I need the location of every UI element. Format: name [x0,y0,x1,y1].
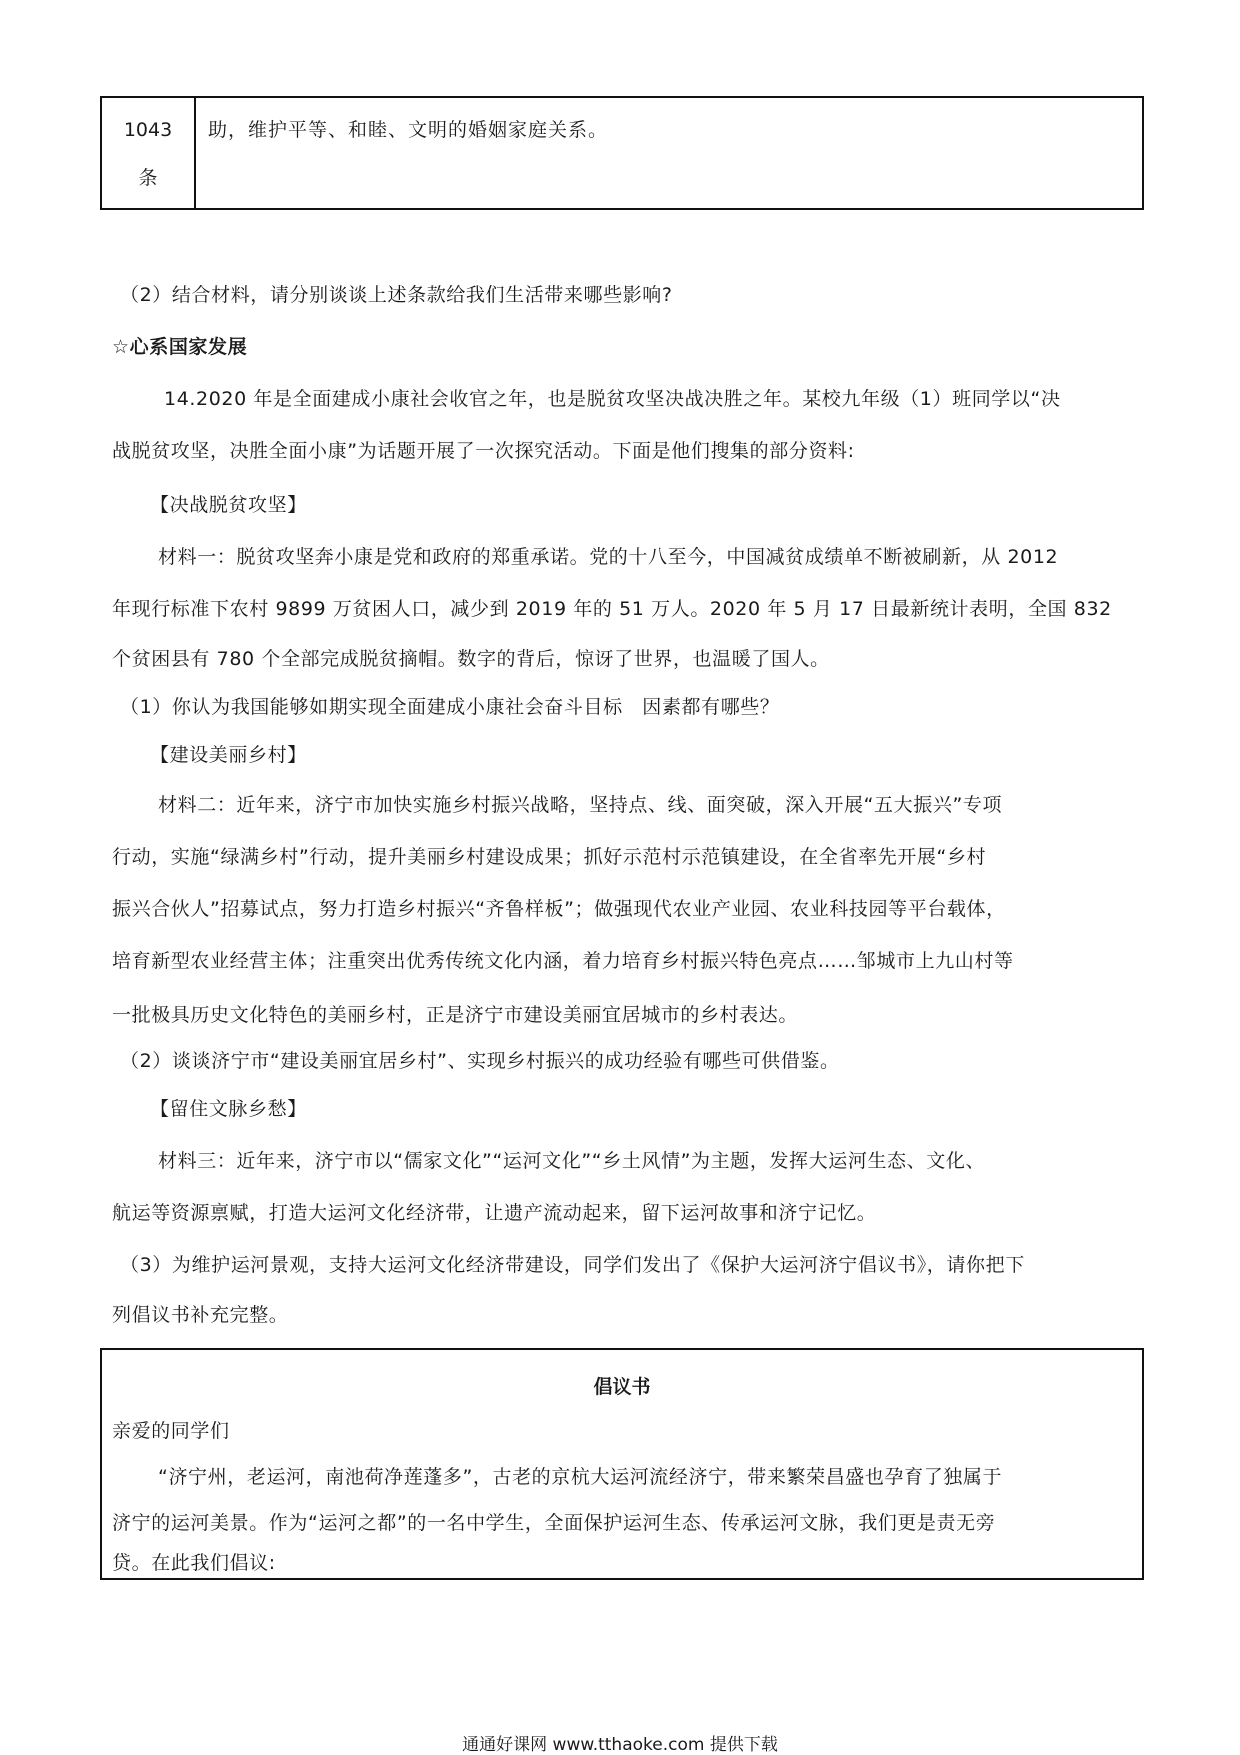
heading-rural: 【建设美丽乡村】 [150,744,307,766]
question-3-line2: 列倡议书补充完整。 [112,1304,289,1326]
heading-culture: 【留住文脉乡愁】 [150,1098,307,1120]
material2-line4: 培育新型农业经营主体；注重突出优秀传统文化内涵，着力培育乡村振兴特色亮点……邹城市上九山村等 [112,950,1014,972]
law-article-text: 助，维护平等、和睦、文明的婚姻家庭关系。 [208,119,609,141]
q14-intro-line2: 战脱贫攻坚，决胜全面小康”为话题开展了一次探究活动。下面是他们搜集的部分资料: [112,440,855,462]
footer: 通通好课网 www.tthaoke.com 提供下载 [462,1735,778,1755]
law-article-number-line2: 条 [138,167,158,189]
material2-line3: 振兴合伙人”招募试点，努力打造乡村振兴“齐鲁样板”；做强现代农业产业园、农业科技园等平台载体， [112,898,1006,920]
question-3-line1: （3）为维护运河景观，支持大运河文化经济带建设，同学们发出了《保护大运河济宁倡议书》，请你把下 [120,1254,1025,1276]
proposal-box [100,1348,1144,1580]
q14-intro-line1: 14.2020 年是全面建成小康社会收官之年，也是脱贫攻坚决战决胜之年。某校九年级（1）班同学以“决 [164,388,1061,410]
material3-line1: 材料三：近年来，济宁市以“儒家文化”“运河文化”“乡土风情”为主题，发挥大运河生态、文化、 [158,1150,986,1172]
law-table [100,96,1144,210]
question-1: （1）你认为我国能够如期实现全面建成小康社会奋斗目标 因素都有哪些？ [120,696,780,718]
material2-line2: 行动，实施“绿满乡村”行动，提升美丽乡村建设成果；抓好示范村示范镇建设，在全省率先开展“乡村 [112,846,987,868]
material2-line5: 一批极具历史文化特色的美丽乡村，正是济宁市建设美丽宜居城市的乡村表达。 [112,1004,799,1026]
proposal-greeting: 亲爱的同学们 [112,1420,230,1442]
heading-poverty: 【决战脱贫攻坚】 [150,494,307,516]
material1-line3: 个贫困县有 780 个全部完成脱贫摘帽。数字的背后，惊讶了世界，也温暖了国人。 [112,648,830,670]
question-2-prev: （2）结合材料，请分别谈谈上述条款给我们生活带来哪些影响? [120,284,673,306]
material3-line2: 航运等资源禀赋，打造大运河文化经济带，让遗产流动起来，留下运河故事和济宁记忆。 [112,1202,877,1224]
material1-line1: 材料一：脱贫攻坚奔小康是党和政府的郑重承诺。党的十八至今，中国减贫成绩单不断被刷新，从 2012 [158,546,1059,568]
section-title: ☆心系国家发展 [112,336,248,358]
law-article-number [102,98,196,208]
proposal-line1: “济宁州，老运河，南池荷净莲蓬多”，古老的京杭大运河流经济宁，带来繁荣昌盛也孕育了独属于 [158,1466,1003,1488]
material2-line1: 材料二：近年来，济宁市加快实施乡村振兴战略，坚持点、线、面突破，深入开展“五大振兴”专项 [158,794,1003,816]
law-article-number-line1: 1043 [123,119,173,141]
material1-line2: 年现行标准下农村 9899 万贫困人口，减少到 2019 年的 51 万人。2020 年 5 月 17 日最新统计表明，全国 832 [112,598,1112,620]
question-2: （2）谈谈济宁市“建设美丽宜居乡村”、实现乡村振兴的成功经验有哪些可供借鉴。 [120,1050,840,1072]
proposal-title: 倡议书 [593,1376,651,1398]
proposal-line2: 济宁的运河美景。作为“运河之都”的一名中学生，全面保护运河生态、传承运河文脉，我们更是责无旁 [112,1512,996,1534]
proposal-line3: 贷。在此我们倡议: [112,1552,276,1574]
